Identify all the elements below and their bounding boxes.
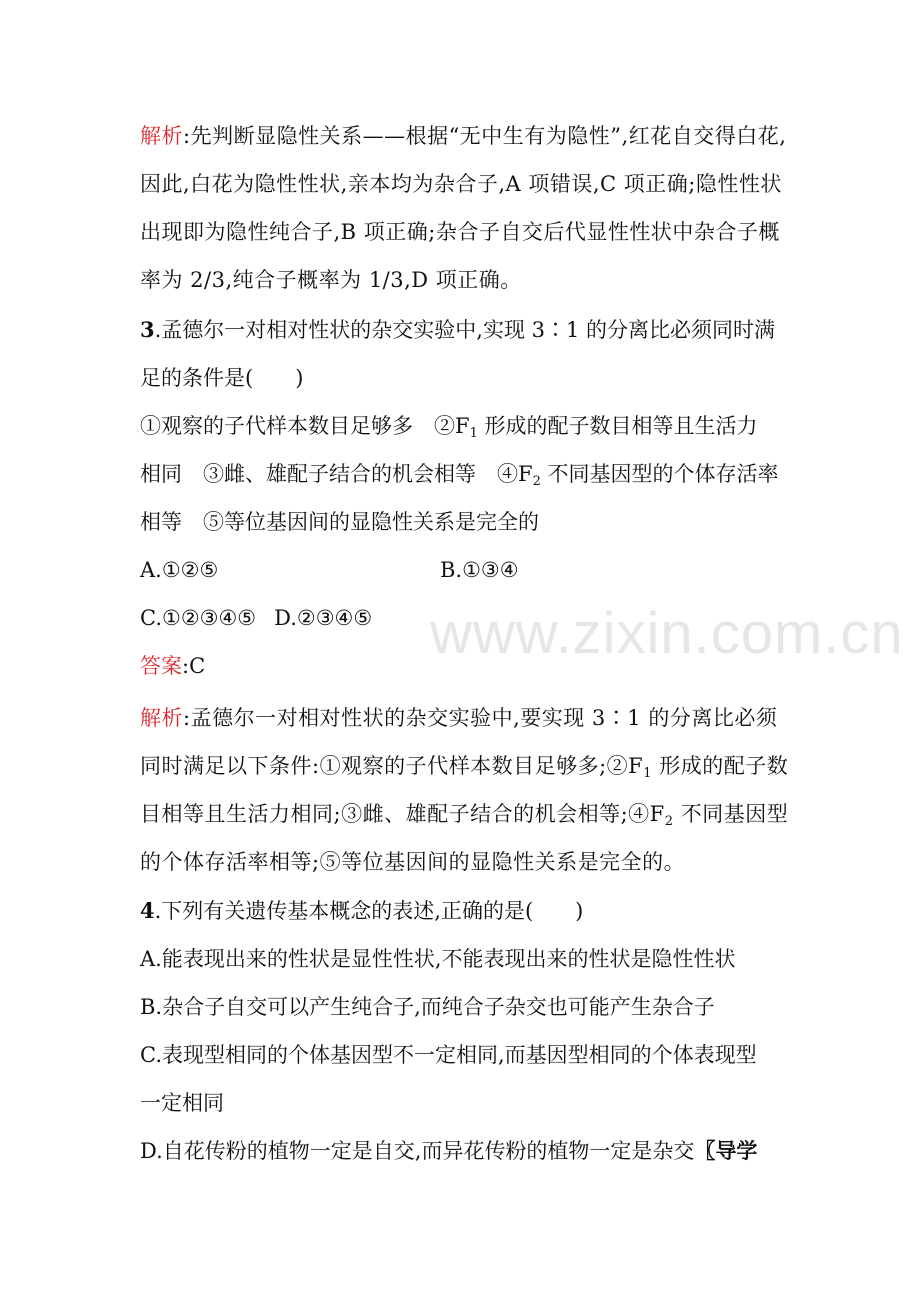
q3-answer: 答案:C	[140, 654, 206, 678]
q4-option-b: B.杂合子自交可以产生纯合子,而纯合子杂交也可能产生杂合子	[140, 995, 715, 1019]
guide-tag: 〖导学	[694, 1138, 758, 1163]
q2-analysis-line-4: 率为 2/3,纯合子概率为 1/3,D 项正确。	[140, 268, 522, 292]
q4-option-c-line-1: C.表现型相同的个体基因型不一定相同,而基因型相同的个体表现型	[140, 1043, 757, 1067]
question-number: 4	[140, 898, 155, 923]
question-number: 3	[140, 317, 155, 342]
q3-analysis-line-2: 同时满足以下条件:①观察的子代样本数目足够多$;②F_1$ 形成的配子数	[140, 754, 789, 781]
option-a: A.①②⑤	[140, 558, 219, 582]
q3-condition-line-2: 相同 ③雌、雄配子结合的机会相等 $④F_2$ 不同基因型的个体存活率	[140, 462, 779, 489]
q3-stem-line-1: 3.孟德尔一对相对性状的杂交实验中,实现 3∶1 的分离比必须同时满	[140, 317, 776, 342]
q3-analysis-line-3: 目相等且生活力相同;③雌、雄配子结合的机会相等$;④F_2$ 不同基因型	[140, 802, 789, 829]
q3-options-row-1	[140, 556, 790, 584]
q3-analysis-line-1: 解析:孟德尔一对相对性状的杂交实验中,要实现 3∶1 的分离比必须	[140, 706, 778, 730]
watermark: www.zixin.com.cn	[430, 601, 904, 666]
q4-option-a: A.能表现出来的性状是显性性状,不能表现出来的性状是隐性性状	[140, 947, 736, 971]
q3-stem-line-2: 足的条件是( )	[140, 366, 304, 390]
analysis-label: 解析	[140, 124, 183, 148]
q2-analysis-line-2: 因此,白花为隐性性状,亲本均为杂合子,A 项错误,C 项正确;隐性性状	[140, 172, 782, 196]
q3-condition-line-1: ①观察的子代样本数目足够多 $②F_1$ 形成的配子数目相等且生活力	[140, 414, 758, 441]
q3-condition-line-3: 相等 ⑤等位基因间的显隐性关系是完全的	[140, 510, 539, 534]
q2-analysis-line-1: 解析:先判断显隐性关系——根据“无中生有为隐性”,红花自交得白花,	[140, 124, 787, 148]
option-c: C.①②③④⑤	[140, 606, 257, 630]
q4-option-c-line-2: 一定相同	[140, 1091, 224, 1115]
q4-option-d: D.自花传粉的植物一定是自交,而异花传粉的植物一定是杂交〖导学	[140, 1138, 758, 1163]
analysis-label: 解析	[140, 706, 183, 730]
q2-analysis-line-3: 出现即为隐性纯合子,B 项正确;杂合子自交后代显性性状中杂合子概	[140, 220, 780, 244]
option-b: B.①③④	[440, 558, 519, 582]
q4-stem: 4.下列有关遗传基本概念的表述,正确的是( )	[140, 898, 584, 923]
answer-label: 答案	[140, 654, 182, 678]
q3-analysis-line-4: 的个体存活率相等;⑤等位基因间的显隐性关系是完全的。	[140, 850, 686, 874]
option-d: D.②③④⑤	[274, 606, 373, 630]
